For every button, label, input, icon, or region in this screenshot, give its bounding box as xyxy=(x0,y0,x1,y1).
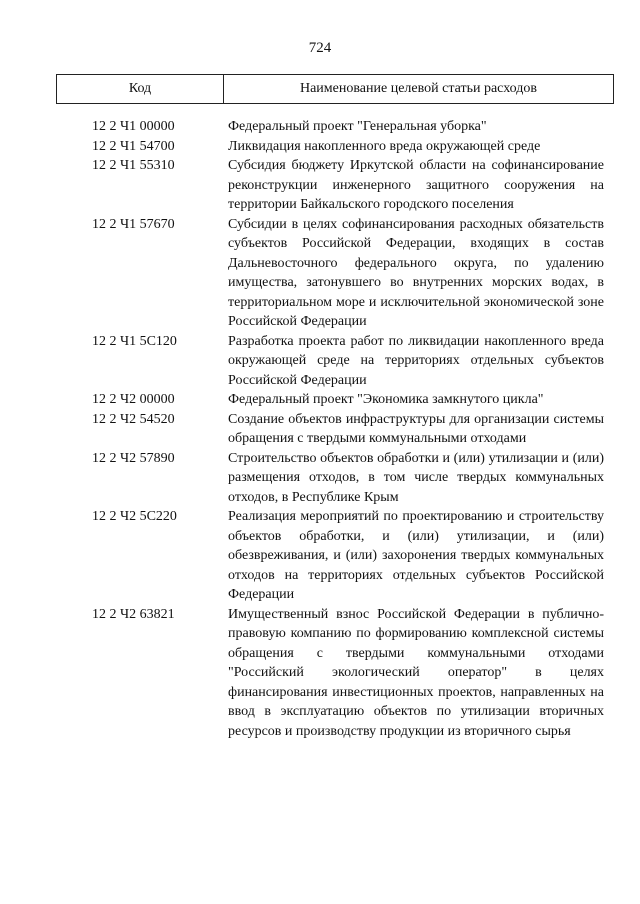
table-row xyxy=(56,332,614,391)
table-row xyxy=(56,117,614,137)
row-code: 12 2 Ч2 63821 xyxy=(92,606,175,622)
row-code: 12 2 Ч1 54700 xyxy=(92,138,175,154)
table-header xyxy=(56,74,614,104)
row-code: 12 2 Ч1 55310 xyxy=(92,158,175,173)
row-name: Реализация мероприятий по проектированию и строительству объектов обработки, и (или) утилизации, и (или) обезвреживания, и (или) захоронения твердых коммунальных отходов на территориях отдельных субъектов Российской Федерации xyxy=(228,509,604,602)
row-code: 12 2 Ч1 00000 xyxy=(92,119,175,134)
row-code: 12 2 Ч2 00000 xyxy=(92,392,175,407)
table-row xyxy=(56,507,614,605)
row-name: Ликвидация накопленного вреда окружающей среде xyxy=(228,138,541,154)
header-name-label: Наименование целевой статьи расходов xyxy=(299,81,538,96)
row-name: Разработка проекта работ по ликвидации накопленного вреда окружающей среде на территориях отдельных субъектов Российской Федерации xyxy=(228,333,604,388)
row-code: 12 2 Ч2 57890 xyxy=(92,450,175,466)
row-code: 12 2 Ч2 5С220 xyxy=(92,509,177,524)
expense-table-body xyxy=(56,117,614,741)
table-row xyxy=(56,156,614,215)
header-code-label: Код xyxy=(57,75,224,103)
row-name: Субсидии в целях софинансирования расходных обязательств субъектов Российской Федерации, входящих в состав Дальневосточного федерального округа, по удалению имущества, затонувшего во внутренних морских водах, в территориальном море и исключительной экономической зоне Российской Федерации xyxy=(228,216,604,329)
table-row xyxy=(56,605,614,742)
row-name: Субсидия бюджету Иркутской области на софинансирование реконструкции инженерного защитного сооружения на территории Байкальского городского поселения xyxy=(228,158,604,212)
row-name: Федеральный проект "Генеральная уборка" xyxy=(228,119,487,134)
row-name: Строительство объектов обработки и (или) утилизации и (или) размещения отходов, в том числе твердых коммунальных отходов, в Республике Крым xyxy=(228,450,604,505)
row-name: Федеральный проект "Экономика замкнутого цикла" xyxy=(228,392,544,407)
row-code: 12 2 Ч2 54520 xyxy=(92,411,175,427)
row-name: Имущественный взнос Российской Федерации в публично-правовую компанию по формированию комплексной системы обращения с твердыми коммунальными отходами "Российский экологический оператор" в целях финансирования инвестиционных проектов, направленных на ввод в эксплуатацию объектов по утилизации вторичных ресурсов и производству продукции из вторичного сырья xyxy=(228,606,604,739)
row-name: Создание объектов инфраструктуры для организации системы обращения с твердыми коммунальными отходами xyxy=(228,411,604,446)
table-row xyxy=(56,390,614,410)
table-row xyxy=(56,449,614,508)
row-code: 12 2 Ч1 57670 xyxy=(92,216,175,232)
row-code: 12 2 Ч1 5С120 xyxy=(92,333,177,349)
table-row xyxy=(56,137,614,157)
table-row xyxy=(56,410,614,449)
table-row xyxy=(56,215,614,332)
page-number: 724 xyxy=(308,40,332,56)
